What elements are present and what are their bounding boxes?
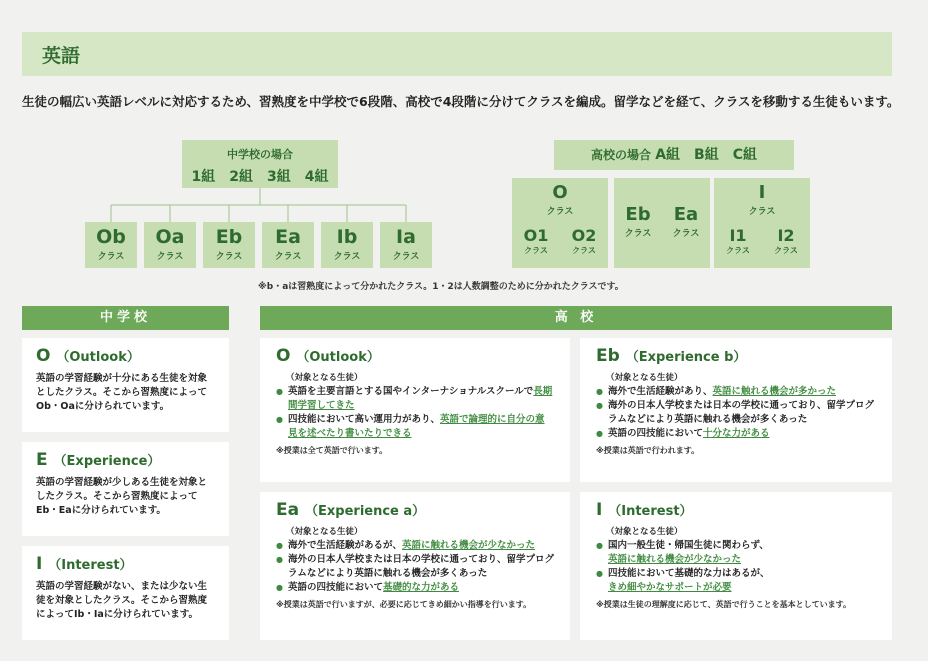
list-item: ● 海外の日本人学校または日本の学校に通っており、留学プログラムなどにより英語に触れる機会が多くあった bbox=[276, 553, 554, 581]
class-name: I bbox=[758, 182, 766, 203]
junior-class-box bbox=[144, 222, 196, 268]
high-tree-heading: 高校の場合 bbox=[591, 148, 652, 162]
card-letter: O bbox=[276, 346, 291, 366]
junior-class-box bbox=[85, 222, 137, 268]
class-name: O bbox=[552, 182, 568, 203]
card-target-label: （対象となる生徒） bbox=[286, 527, 363, 537]
card-target-label: （対象となる生徒） bbox=[606, 373, 683, 383]
junior-section-bar: 中学校 bbox=[22, 306, 229, 330]
high-card-i bbox=[580, 492, 892, 640]
class-label: クラス bbox=[624, 229, 652, 239]
class-name: Eb bbox=[215, 226, 243, 248]
card-target-label: （対象となる生徒） bbox=[286, 373, 363, 383]
high-class-o-group bbox=[512, 178, 608, 268]
junior-card-e bbox=[22, 442, 229, 536]
class-label: クラス bbox=[215, 252, 243, 262]
junior-class-box bbox=[262, 222, 314, 268]
junior-class-box bbox=[321, 222, 373, 268]
class-label: クラス bbox=[333, 252, 361, 262]
highlight-text: 英語で論理的に自分の意見を述べたり書いたりできる bbox=[288, 414, 545, 439]
list-item: ● 四技能において高い運用力があり、英語で論理的に自分の意見を述べたり書いたりできる bbox=[276, 413, 554, 441]
list-item: ● 海外で生活経験があり、英語に触れる機会が多かった bbox=[596, 385, 876, 399]
junior-tree-head bbox=[182, 140, 338, 188]
list-item: ● 海外で生活経験があるが、英語に触れる機会が少なかった bbox=[276, 539, 554, 553]
card-subtitle: （Interest） bbox=[608, 504, 693, 519]
tree-note: ※b・aは習熟度によって分かれたクラス。1・2は人数調整のために分かれたクラスです。 bbox=[258, 282, 624, 292]
class-name: Ob bbox=[96, 226, 126, 248]
highlight-text: 英語に触れる機会が少なかった bbox=[608, 554, 742, 565]
card-subtitle: （Experience） bbox=[53, 454, 161, 469]
sub-class bbox=[524, 227, 549, 256]
card-heading bbox=[276, 346, 554, 366]
high-class-i-group bbox=[714, 178, 810, 268]
class-name: Ia bbox=[396, 226, 416, 248]
highlight-text: きめ細やかなサポートが必要 bbox=[608, 582, 732, 593]
class-label: クラス bbox=[97, 252, 125, 262]
class-name: Ib bbox=[336, 226, 358, 248]
card-letter: Eb bbox=[596, 346, 620, 366]
class-name: O2 bbox=[571, 226, 597, 245]
highlight-text: 長期間学習してきた bbox=[288, 386, 553, 411]
class-name: Eb bbox=[625, 204, 651, 225]
high-class-ea bbox=[662, 178, 710, 268]
list-item: ● 英語の四技能において十分な力がある bbox=[596, 427, 876, 441]
high-tree-head bbox=[554, 140, 794, 170]
class-name: Ea bbox=[673, 204, 699, 225]
card-footnote: ※授業は英語で行いますが、必要に応じてきめ細かい指導を行います。 bbox=[276, 600, 532, 609]
highlight-text: 英語に触れる機会が少なかった bbox=[402, 540, 536, 551]
junior-card-i bbox=[22, 546, 229, 640]
card-heading bbox=[276, 500, 554, 520]
list-item: ● 英語の四技能において基礎的な力がある bbox=[276, 581, 554, 595]
highlight-text: 英語に触れる機会が多かった bbox=[712, 386, 837, 397]
class-label: クラス bbox=[748, 207, 776, 217]
high-section-bar: 高 校 bbox=[260, 306, 892, 330]
card-subtitle: （Interest） bbox=[48, 558, 133, 573]
card-heading bbox=[36, 346, 215, 366]
card-footnote: ※授業は英語で行われます。 bbox=[596, 446, 700, 455]
class-label: クラス bbox=[274, 252, 302, 262]
card-footnote: ※授業は全て英語で行います。 bbox=[276, 446, 388, 455]
list-item: ● 英語を主要言語とする国やインターナショナルスクールで長期間学習してきた bbox=[276, 385, 554, 413]
list-item: ● 四技能において基礎的な力はあるが、 きめ細やかなサポートが必要 bbox=[596, 567, 876, 595]
list-item: ● 国内一般生徒・帰国生徒に関わらず、 英語に触れる機会が少なかった bbox=[596, 539, 876, 567]
sub-class bbox=[726, 227, 750, 256]
class-name: I2 bbox=[777, 226, 795, 245]
card-letter: E bbox=[36, 450, 48, 470]
card-subtitle: （Outlook） bbox=[296, 350, 380, 365]
class-name: O1 bbox=[523, 226, 549, 245]
class-label: クラス bbox=[726, 246, 750, 255]
card-description: 英語の学習経験がない、または少ない生徒を対象としたクラス。そこから習熟度によってIb・Iaに分けられています。 bbox=[36, 581, 208, 620]
card-letter: O bbox=[36, 346, 51, 366]
high-tree-groups: A組 B組 C組 bbox=[655, 147, 757, 163]
junior-tree-heading: 中学校の場合 bbox=[227, 148, 293, 161]
card-heading bbox=[36, 450, 215, 470]
high-card-ea bbox=[260, 492, 570, 640]
sub-class bbox=[774, 227, 798, 256]
card-subtitle: （Experience a） bbox=[305, 504, 426, 519]
class-label: クラス bbox=[774, 246, 798, 255]
class-name: Oa bbox=[155, 226, 185, 248]
junior-card-o bbox=[22, 338, 229, 432]
highlight-text: 基礎的な力がある bbox=[383, 582, 460, 593]
card-heading bbox=[596, 500, 876, 520]
class-label: クラス bbox=[524, 246, 548, 255]
high-class-eb bbox=[614, 178, 662, 268]
junior-tree-groups: 1組 2組 3組 4組 bbox=[191, 169, 329, 185]
class-label: クラス bbox=[672, 229, 700, 239]
high-card-eb bbox=[580, 338, 892, 482]
junior-class-box bbox=[380, 222, 432, 268]
list-item: ● 海外の日本人学校または日本の学校に通っており、留学プログラムなどにより英語に触れる機会が多くあった bbox=[596, 399, 876, 427]
card-heading bbox=[596, 346, 876, 366]
card-target-label: （対象となる生徒） bbox=[606, 527, 683, 537]
high-card-o bbox=[260, 338, 570, 482]
class-name: Ea bbox=[275, 226, 301, 248]
class-label: クラス bbox=[392, 252, 420, 262]
card-letter: I bbox=[36, 554, 43, 574]
card-footnote: ※授業は生徒の理解度に応じて、英語で行うことを基本としています。 bbox=[596, 600, 851, 609]
class-label: クラス bbox=[546, 207, 574, 217]
section-title: 英語 bbox=[42, 45, 81, 67]
card-heading bbox=[36, 554, 215, 574]
card-description: 英語の学習経験が十分にある生徒を対象としたクラス。そこから習熟度によってOb・Oaに分けられています。 bbox=[36, 373, 208, 412]
class-label: クラス bbox=[572, 246, 596, 255]
card-letter: Ea bbox=[276, 500, 300, 520]
card-description: 英語の学習経験が少しある生徒を対象としたクラス。そこから習熟度によってEb・Eaに分けられています。 bbox=[36, 477, 208, 516]
highlight-text: 十分な力がある bbox=[703, 428, 770, 439]
card-letter: I bbox=[596, 500, 603, 520]
card-subtitle: （Outlook） bbox=[56, 350, 140, 365]
intro-text: 生徒の幅広い英語レベルに対応するため、習熟度を中学校で6段階、高校で4段階に分けてクラスを編成。留学などを経て、クラスを移動する生徒もいます。 bbox=[22, 94, 900, 109]
class-label: クラス bbox=[156, 252, 184, 262]
junior-class-box bbox=[203, 222, 255, 268]
class-name: I1 bbox=[729, 226, 747, 245]
sub-class bbox=[572, 227, 597, 256]
card-subtitle: （Experience b） bbox=[625, 350, 747, 365]
